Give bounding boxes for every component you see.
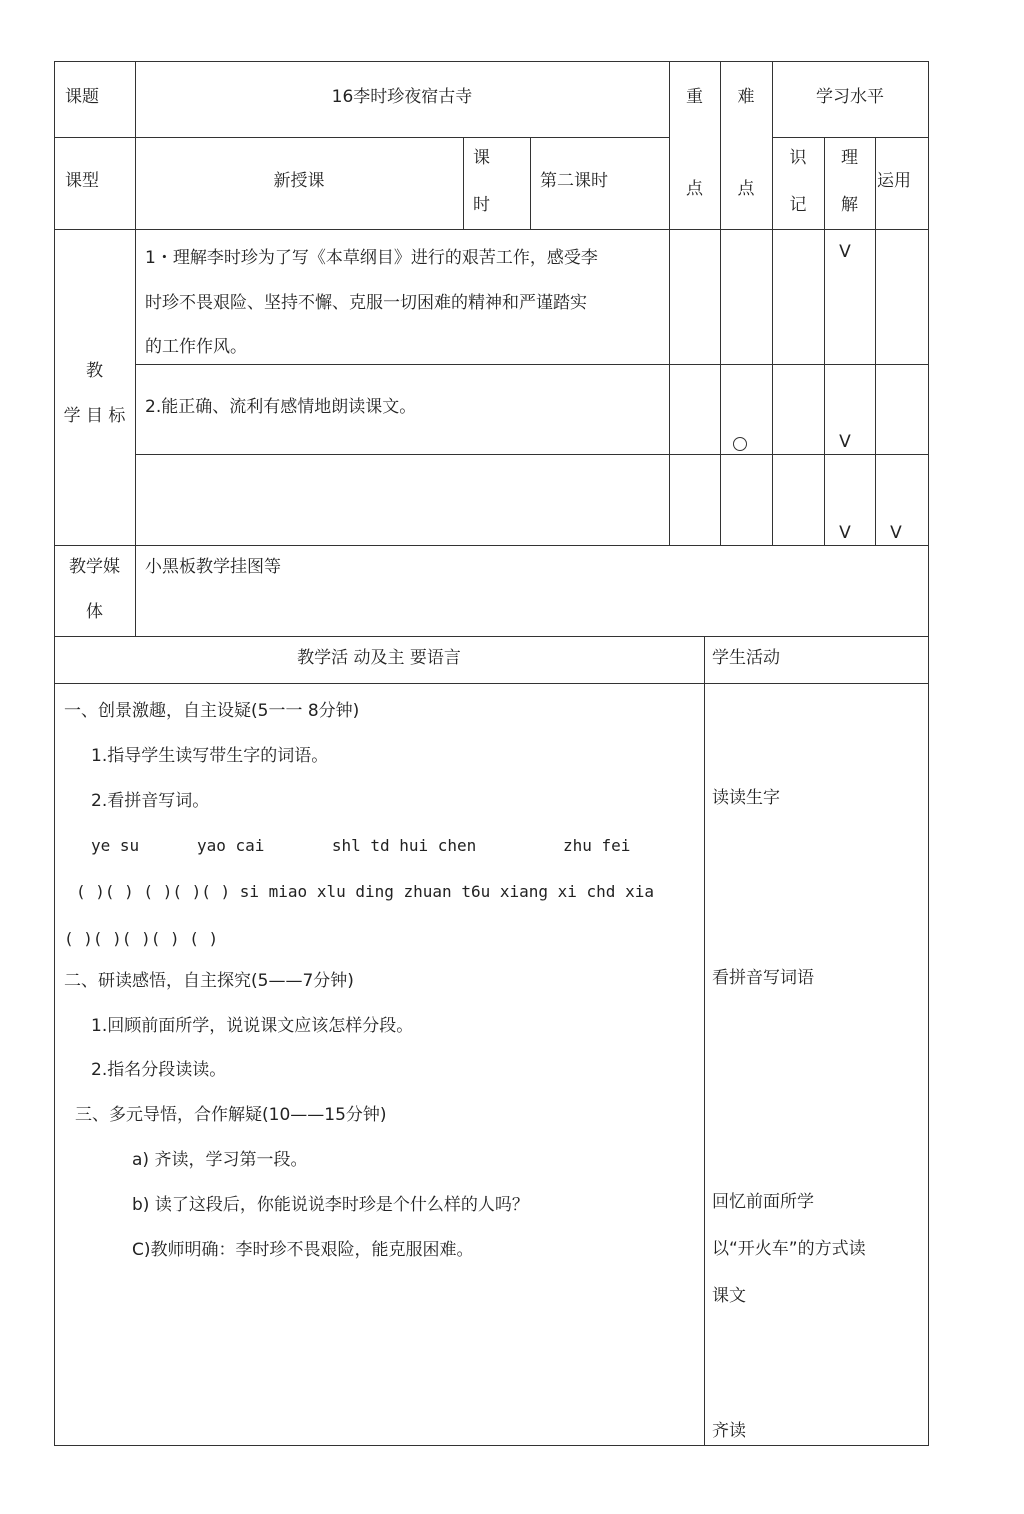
media-value: 小黑板教学挂图等 bbox=[145, 557, 281, 577]
section-3-heading: 三、多元导悟，合作解疑(10——15分钟) bbox=[75, 1105, 387, 1125]
pinyin-line-1: ye su yao cai shl td hui chen zhu fei bbox=[91, 836, 631, 855]
section-3-item-c: C)教师明确：李时珍不畏艰险，能克服困难。 bbox=[132, 1240, 474, 1260]
section-3-item-a: a) 齐读，学习第一段。 bbox=[132, 1150, 308, 1170]
check-mark-understand-3: V bbox=[839, 523, 851, 543]
lesson-title: 16李时珍夜宿古寺 bbox=[331, 87, 473, 107]
difficulty-label-2: 点 bbox=[737, 179, 755, 199]
section-1-item-1: 1.指导学生读写带生字的词语。 bbox=[91, 746, 329, 766]
level-memorize-1: 识 bbox=[789, 148, 807, 168]
media-label-2: 体 bbox=[86, 602, 103, 622]
period-label-1: 课 bbox=[473, 148, 490, 168]
media-label-1: 教学媒 bbox=[69, 557, 120, 577]
check-mark-understand-1: V bbox=[839, 242, 851, 262]
student-activity-3: 回忆前面所学 bbox=[712, 1192, 814, 1212]
check-mark-understand-2: V bbox=[839, 432, 851, 452]
level-understand-1: 理 bbox=[841, 148, 858, 168]
type-value: 新授课 bbox=[273, 171, 325, 191]
period-value: 第二课时 bbox=[540, 171, 608, 191]
student-activity-4-line-1: 以“开火车”的方式读 bbox=[712, 1239, 866, 1259]
section-2-item-2: 2.指名分段读读。 bbox=[91, 1060, 227, 1080]
section-2-heading: 二、研读感悟，自主探究(5——7分钟) bbox=[64, 971, 354, 991]
level-apply: 运用 bbox=[877, 171, 911, 191]
circle-mark-difficulty-2 bbox=[733, 437, 747, 451]
pinyin-line-2: ( )( ) ( )( )( ) si miao xlu ding zhuan t6u xiang xi chd xia bbox=[76, 882, 654, 901]
level-memorize-2: 记 bbox=[789, 195, 807, 215]
title-label: 课题 bbox=[65, 87, 99, 107]
key-point-label-2: 点 bbox=[686, 179, 703, 199]
pinyin-line-3: ( )( )( )( ) ( ) bbox=[64, 929, 219, 948]
difficulty-label-1: 难 bbox=[737, 87, 755, 107]
key-point-label-1: 重 bbox=[686, 87, 703, 107]
objective-1-line-3: 的工作作风。 bbox=[145, 337, 247, 357]
level-understand-2: 解 bbox=[841, 195, 858, 215]
period-label-2: 时 bbox=[473, 195, 490, 215]
check-mark-apply-3: V bbox=[890, 523, 902, 543]
section-3-item-b: b) 读了这段后，你能说说李时珍是个什么样的人吗？ bbox=[132, 1195, 529, 1215]
type-label: 课型 bbox=[65, 171, 99, 191]
student-activity-1: 读读生字 bbox=[712, 788, 780, 808]
objective-2: 2.能正确、流利有感情地朗读课文。 bbox=[145, 397, 417, 417]
section-1-item-2: 2.看拼音写词。 bbox=[91, 791, 210, 811]
teacher-activity-header: 教学活 动及主 要语言 bbox=[297, 648, 461, 668]
objective-1-line-2: 时珍不畏艰险、坚持不懈、克服一切困难的精神和严谨踏实 bbox=[145, 293, 587, 313]
student-activity-5: 齐读 bbox=[712, 1421, 746, 1441]
section-1-heading: 一、创景激趣，自主设疑(5一一 8分钟) bbox=[64, 701, 360, 721]
objective-1-line-1: 1・理解李时珍为了写《本草纲目》进行的艰苦工作，感受李 bbox=[145, 248, 598, 268]
objectives-label-1: 教 bbox=[86, 361, 103, 381]
learning-level-label: 学习水平 bbox=[816, 87, 884, 107]
student-activity-header: 学生活动 bbox=[712, 648, 780, 668]
objectives-label-2: 学 目 标 bbox=[63, 406, 126, 426]
student-activity-4-line-2: 课文 bbox=[712, 1286, 746, 1306]
student-activity-2: 看拼音写词语 bbox=[712, 968, 814, 988]
section-2-item-1: 1.回顾前面所学，说说课文应该怎样分段。 bbox=[91, 1016, 414, 1036]
